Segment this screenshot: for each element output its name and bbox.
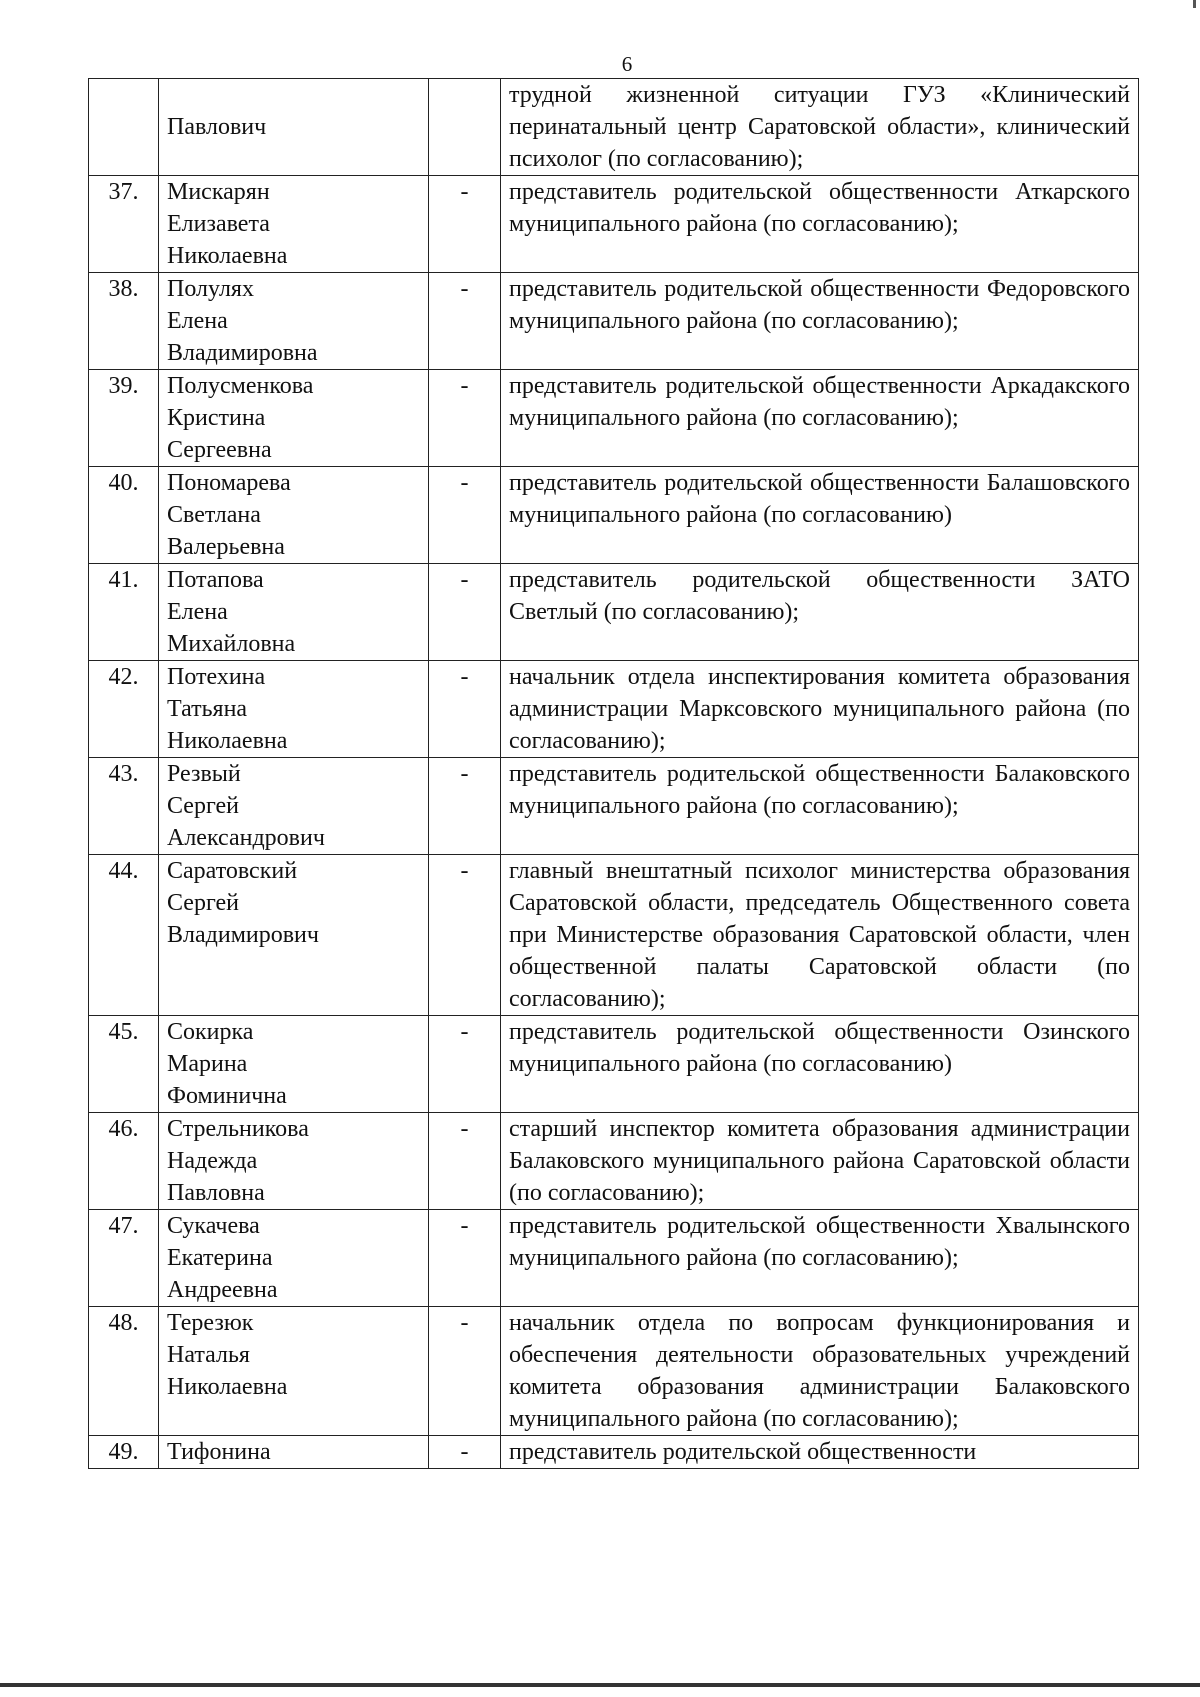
table-row	[89, 1113, 1139, 1210]
name-line: Полусменкова	[167, 373, 314, 399]
name-line: Фоминична	[167, 1083, 287, 1109]
name-line: Потехина	[167, 664, 266, 690]
name-line: Владимирович	[167, 922, 319, 948]
name-line: Екатерина	[167, 1245, 273, 1271]
name-line: Сергеевна	[167, 437, 272, 463]
name-line: Елена	[167, 308, 228, 334]
name-line: Сукачева	[167, 1213, 260, 1239]
member-name	[159, 855, 429, 1016]
table-row	[89, 758, 1139, 855]
name-line: Сокирка	[167, 1019, 254, 1045]
separator-dash: -	[429, 564, 501, 661]
name-line: Надежда	[167, 1148, 258, 1174]
table-row	[89, 1210, 1139, 1307]
member-name	[159, 1436, 429, 1469]
table-row	[89, 855, 1139, 1016]
member-name	[159, 661, 429, 758]
row-number: 49.	[89, 1436, 159, 1469]
table-row	[89, 564, 1139, 661]
member-position: начальник отдела инспектирования комитета образования администрации Марксовского муниципального района (по согласованию);	[501, 661, 1139, 758]
table-row	[89, 370, 1139, 467]
scan-mark	[1193, 0, 1196, 8]
member-position: представитель родительской общественности Федоровского муниципального района (по согласованию);	[501, 273, 1139, 370]
name-line: Потапова	[167, 567, 264, 593]
table-row	[89, 467, 1139, 564]
member-position: представитель родительской общественности Озинского муниципального района (по согласованию)	[501, 1016, 1139, 1113]
member-name	[159, 1307, 429, 1436]
row-number: 41.	[89, 564, 159, 661]
name-line: Саратовский	[167, 858, 298, 884]
row-number: 48.	[89, 1307, 159, 1436]
name-line: Елена	[167, 599, 228, 625]
name-line: Пономарева	[167, 470, 291, 496]
separator-dash	[429, 79, 501, 176]
name-line	[167, 79, 420, 111]
name-line: Павлович	[167, 114, 267, 140]
name-line: Сергей	[167, 890, 239, 916]
member-name	[159, 79, 429, 176]
name-line: Владимировна	[167, 340, 318, 366]
separator-dash: -	[429, 370, 501, 467]
name-line: Кристина	[167, 405, 266, 431]
member-position: представитель родительской общественности Балаковского муниципального района (по согласованию);	[501, 758, 1139, 855]
separator-dash: -	[429, 1307, 501, 1436]
member-name	[159, 564, 429, 661]
name-line: Полулях	[167, 276, 254, 302]
member-position: представитель родительской общественности Хвалынского муниципального района (по согласованию);	[501, 1210, 1139, 1307]
row-number: 39.	[89, 370, 159, 467]
table-row	[89, 661, 1139, 758]
page-number: 6	[621, 52, 633, 76]
separator-dash: -	[429, 855, 501, 1016]
name-line: Сергей	[167, 793, 239, 819]
member-position: представитель родительской общественности Аткарского муниципального района (по согласованию);	[501, 176, 1139, 273]
name-line: Елизавета	[167, 211, 270, 237]
table-row	[89, 79, 1139, 176]
name-line: Павловна	[167, 1180, 265, 1206]
name-line: Михайловна	[167, 631, 296, 657]
table-row	[89, 1016, 1139, 1113]
member-position: представитель родительской общественности ЗАТО Светлый (по согласованию);	[501, 564, 1139, 661]
member-position: главный внештатный психолог министерства образования Саратовской области, председатель Общественного совета при Министерстве образования Саратовской области, член общественной палаты Саратовской области (по согласованию);	[501, 855, 1139, 1016]
row-number: 42.	[89, 661, 159, 758]
table-row	[89, 1436, 1139, 1469]
table-row	[89, 273, 1139, 370]
name-line: Николаевна	[167, 243, 288, 269]
separator-dash: -	[429, 1436, 501, 1469]
row-number	[89, 79, 159, 176]
name-line: Мискарян	[167, 179, 270, 205]
name-line: Николаевна	[167, 728, 288, 754]
name-line: Александрович	[167, 825, 325, 851]
separator-dash: -	[429, 661, 501, 758]
separator-dash: -	[429, 467, 501, 564]
name-line: Терезюк	[167, 1310, 254, 1336]
members-table-body	[89, 79, 1139, 1469]
member-name	[159, 467, 429, 564]
member-position: трудной жизненной ситуации ГУЗ «Клинический перинатальный центр Саратовской области», клинический психолог (по согласованию);	[501, 79, 1139, 176]
member-position: представитель родительской общественности Аркадакского муниципального района (по согласованию);	[501, 370, 1139, 467]
table-row	[89, 176, 1139, 273]
separator-dash: -	[429, 1113, 501, 1210]
row-number: 40.	[89, 467, 159, 564]
row-number: 44.	[89, 855, 159, 1016]
member-name	[159, 758, 429, 855]
member-position: начальник отдела по вопросам функционирования и обеспечения деятельности образовательных учреждений комитета образования администрации Балаковского муниципального района (по согласованию);	[501, 1307, 1139, 1436]
separator-dash: -	[429, 176, 501, 273]
row-number: 38.	[89, 273, 159, 370]
row-number: 43.	[89, 758, 159, 855]
name-line: Марина	[167, 1051, 248, 1077]
separator-dash: -	[429, 1210, 501, 1307]
row-number: 45.	[89, 1016, 159, 1113]
member-name	[159, 176, 429, 273]
member-name	[159, 370, 429, 467]
member-name	[159, 1113, 429, 1210]
separator-dash: -	[429, 1016, 501, 1113]
separator-dash: -	[429, 273, 501, 370]
name-line: Светлана	[167, 502, 261, 528]
name-line: Тифонина	[167, 1439, 271, 1465]
name-line: Стрельникова	[167, 1116, 309, 1142]
member-position: старший инспектор комитета образования администрации Балаковского муниципального района Саратовской области (по согласованию);	[501, 1113, 1139, 1210]
name-line: Андреевна	[167, 1277, 278, 1303]
member-name	[159, 1210, 429, 1307]
member-position: представитель родительской общественности Балашовского муниципального района (по согласованию)	[501, 467, 1139, 564]
row-number: 47.	[89, 1210, 159, 1307]
page-bottom-edge	[0, 1683, 1200, 1687]
name-line: Николаевна	[167, 1374, 288, 1400]
row-number: 46.	[89, 1113, 159, 1210]
member-name	[159, 1016, 429, 1113]
table-row	[89, 1307, 1139, 1436]
name-line: Валерьевна	[167, 534, 285, 560]
name-line: Наталья	[167, 1342, 250, 1368]
member-position: представитель родительской общественности	[501, 1436, 1139, 1469]
name-line: Резвый	[167, 761, 241, 787]
separator-dash: -	[429, 758, 501, 855]
members-table	[88, 78, 1139, 1469]
row-number: 37.	[89, 176, 159, 273]
member-name	[159, 273, 429, 370]
name-line: Татьяна	[167, 696, 248, 722]
